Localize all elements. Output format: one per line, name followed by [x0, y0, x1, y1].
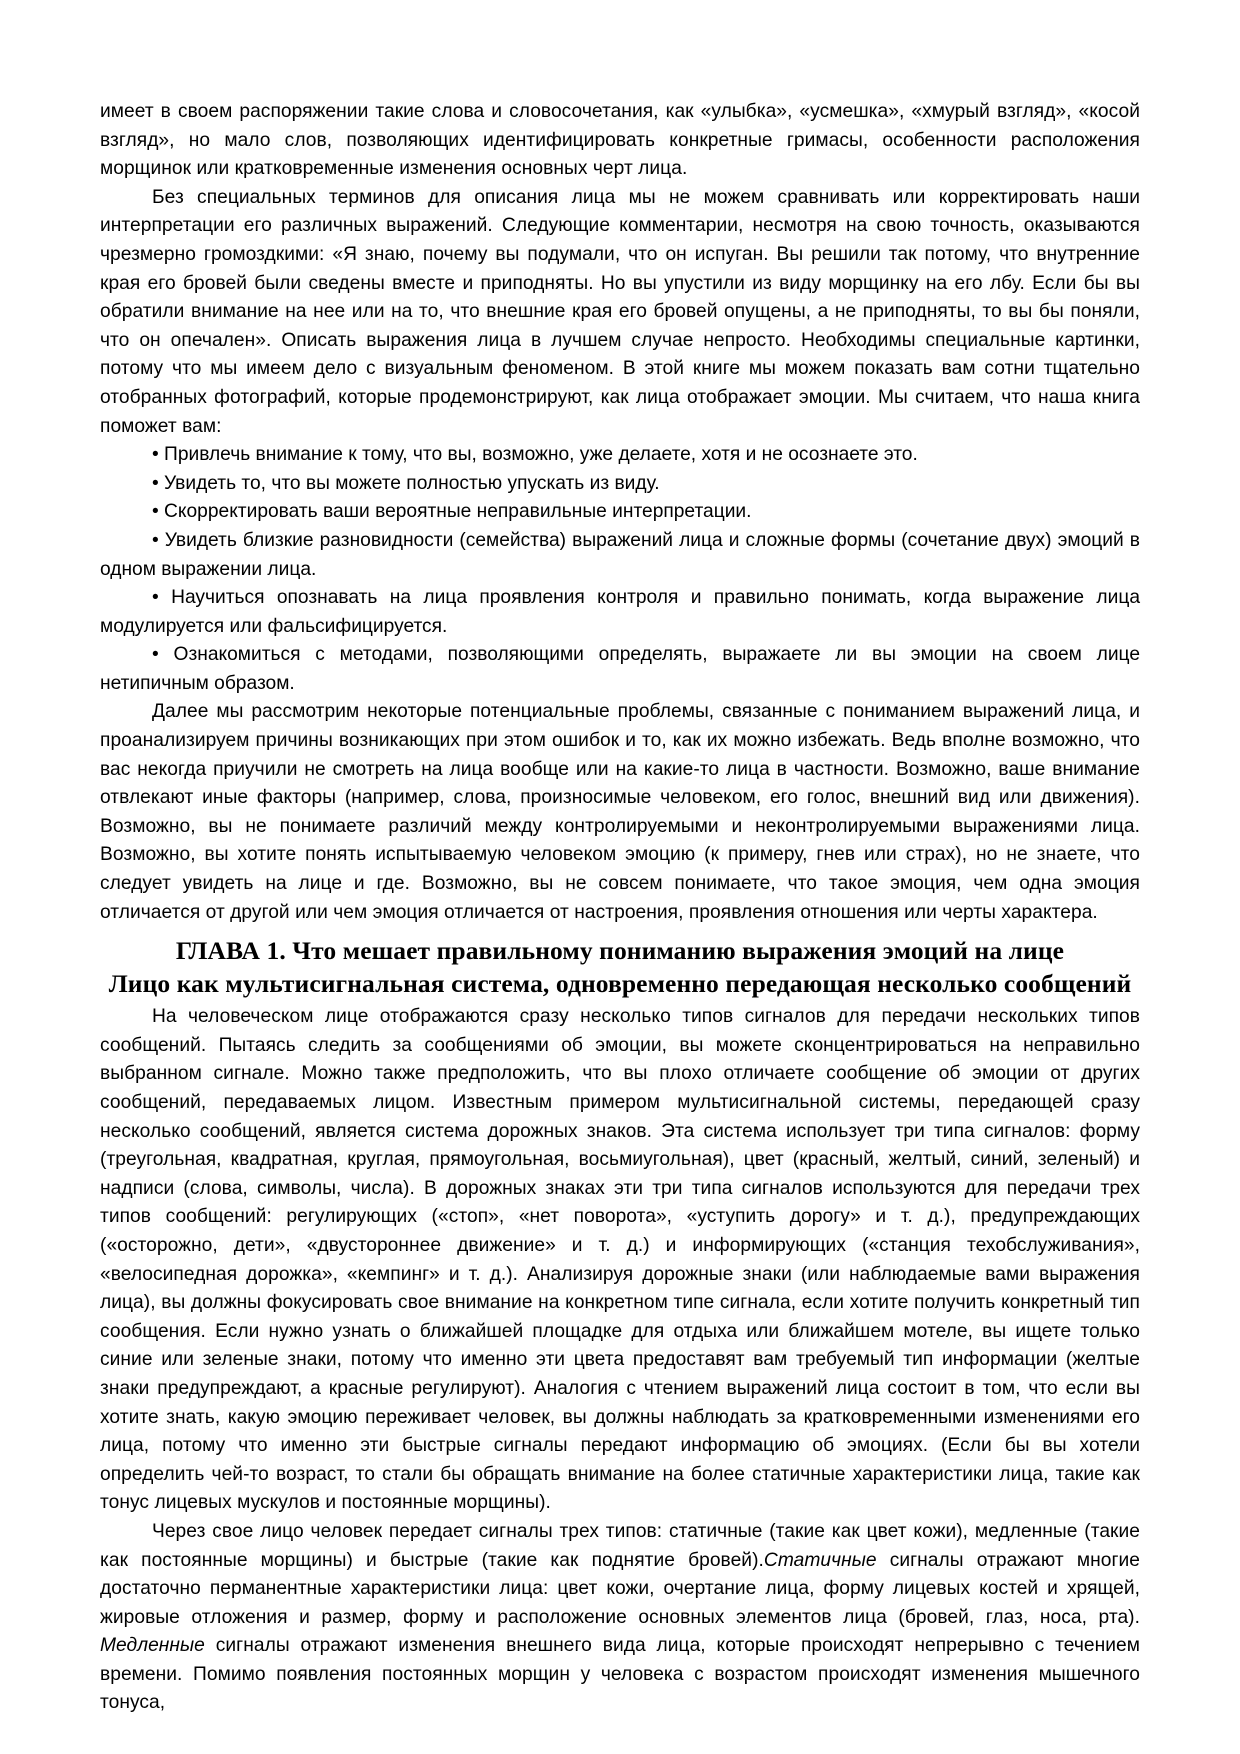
paragraph-signal-types — [100, 1518, 1140, 1718]
signal-types-text-3: сигналы отражают изменения внешнего вида лица, которые происходят непрерывно с течением времени. Помимо появления постоянных морщин у человека с возрастом происходят изменения мышечного тонуса, — [100, 1635, 1140, 1714]
signal-types-text-2: сигналы отражают многие достаточно перманентные характеристики лица: цвет кожи, очертание лица, форму лицевых костей и хрящей, жировые отложения и размер, форму и расположение основных элементов лица (бровей, глаз, носа, рта). — [100, 1549, 1141, 1628]
paragraph-no-special-terms: Без специальных терминов для описания лица мы не можем сравнивать или корректировать наши интерпретации его различных выражений. Следующие комментарии, несмотря на свою точность, оказываются чрезмерно громоздкими: «Я знаю, почему вы подумали, что он испуган. Вы решили так потому, что внутренние края его бровей были сведены вместе и приподняты. Но вы упустили из виду морщинку на его лбу. Если бы вы обратили внимание на нее или на то, что внешние края его бровей опущены, а не приподняты, то вы бы поняли, что он опечален». Описать выражения лица в лучшем случае непросто. Необходимы специальные картинки, потому что мы имеем дело с визуальным феноменом. В этой книге мы можем показать вам сотни тщательно отобранных фотографий, которые продемонстрируют, как лица отображает эмоции. Мы считаем, что наша книга поможет вам: — [100, 186, 1140, 437]
signal-types-text-1: Через свое лицо человек передает сигналы трех типов: статичные (такие как цвет кожи), медленные (такие как постоянные морщины) и быстрые (такие как поднятие бровей). — [100, 1520, 1140, 1571]
page-content — [100, 98, 1140, 1718]
list-item: • Привлечь внимание к тому, что вы, возможно, уже делаете, хотя и не осознаете это. — [152, 444, 918, 466]
emphasis-static-signals: Статичные — [763, 1549, 877, 1571]
paragraph-continuation: имеет в своем распоряжении такие слова и словосочетания, как «улыбка», «усмешка», «хмурый взгляд», «косой взгляд», но мало слов, позволяющих идентифицировать конкретные гримасы, особенности расположения морщинок или кратковременные изменения основных черт лица. — [100, 101, 1140, 180]
list-item: • Увидеть близкие разновидности (семейства) выражений лица и сложные формы (сочетание двух) эмоций в одном выражении лица. — [100, 529, 1140, 580]
paragraph-multisignal-system: На человеческом лице отображаются сразу несколько типов сигналов для передачи нескольких типов сообщений. Пытаясь следить за сообщениями об эмоции, вы можете сконцентрироваться на неправильно выбранном сигнале. Можно также предположить, что вы плохо отличаете сообщение об эмоции от других сообщений, передаваемых лицом. Известным примером мультисигнальной системы, передающей сразу несколько сообщений, является система дорожных знаков. Эта система использует три типа сигналов: форму (треугольная, квадратная, круглая, прямоугольная, восьмиугольная), цвет (красный, желтый, синий, зеленый) и надписи (слова, символы, числа). В дорожных знаках эти три типа сигналов используются для передачи трех типов сообщений: регулирующих («стоп», «нет поворота», «уступить дорогу» и т. д.), предупреждающих («осторожно, дети», «двустороннее движение» и т. д.) и информирующих («станция техобслуживания», «велосипедная дорожка», «кемпинг» и т. д.). Анализируя дорожные знаки (или наблюдаемые вами выражения лица), вы должны фокусировать свое внимание на конкретном типе сигнала, если хотите получить конкретный тип сообщения. Если нужно узнать о ближайшей площадке для отдыха или ближайшем мотеле, вы ищете только синие или зеленые знаки, потому что именно эти цвета предоставят вам требуемый тип информации (желтые знаки предупреждают, а красные регулируют). Аналогия с чтением выражений лица состоит в том, что если вы хотите знать, какую эмоцию переживает человек, вы должны наблюдать за кратковременными изменениями его лица, потому что именно эти быстрые сигналы передают информацию об эмоциях. (Если бы вы хотели определить чей-то возраст, то стали бы обращать внимание на более статичные характеристики лица, такие как тонус лицевых мускулов и постоянные морщины). — [100, 1006, 1140, 1514]
paragraph-potential-problems: Далее мы рассмотрим некоторые потенциальные проблемы, связанные с пониманием выражений лица, и проанализируем причины возникающих при этом ошибок и то, как их можно избежать. Ведь вполне возможно, что вас некогда приучили не смотреть на лица вообще или на какие-то лица в частности. Возможно, ваше внимание отвлекают иные факторы (например, слова, произносимые человеком, его голос, внешний вид или движения). Возможно, вы не понимаете различий между контролируемыми и неконтролируемыми выражениями лица. Возможно, вы хотите понять испытываемую человеком эмоцию (к примеру, гнев или страх), но не знаете, что следует увидеть на лице и где. Возможно, вы не совсем понимаете, что такое эмоция, чем одна эмоция отличается от другой или чем эмоция отличается от настроения, проявления отношения или черты характера. — [100, 701, 1140, 923]
list-item: • Скорректировать ваши вероятные неправильные интерпретации. — [152, 501, 752, 523]
list-item: • Научиться опознавать на лица проявления контроля и правильно понимать, когда выражение лица модулируется или фальсифицируется. — [100, 587, 1140, 637]
chapter-subtitle: Лицо как мультисигнальная система, одновременно передающая несколько сообщений — [108, 969, 1132, 999]
chapter-title: ГЛАВА 1. Что мешает правильному пониманию выражения эмоций на лице — [175, 936, 1065, 966]
list-item: • Ознакомиться с методами, позволяющими определять, выражаете ли вы эмоции на своем лице нетипичным образом. — [100, 644, 1140, 694]
emphasis-slow-signals: Медленные — [100, 1635, 205, 1657]
list-item: • Увидеть то, что вы можете полностью упускать из виду. — [152, 472, 660, 494]
chapter-heading-block — [100, 929, 1140, 1000]
